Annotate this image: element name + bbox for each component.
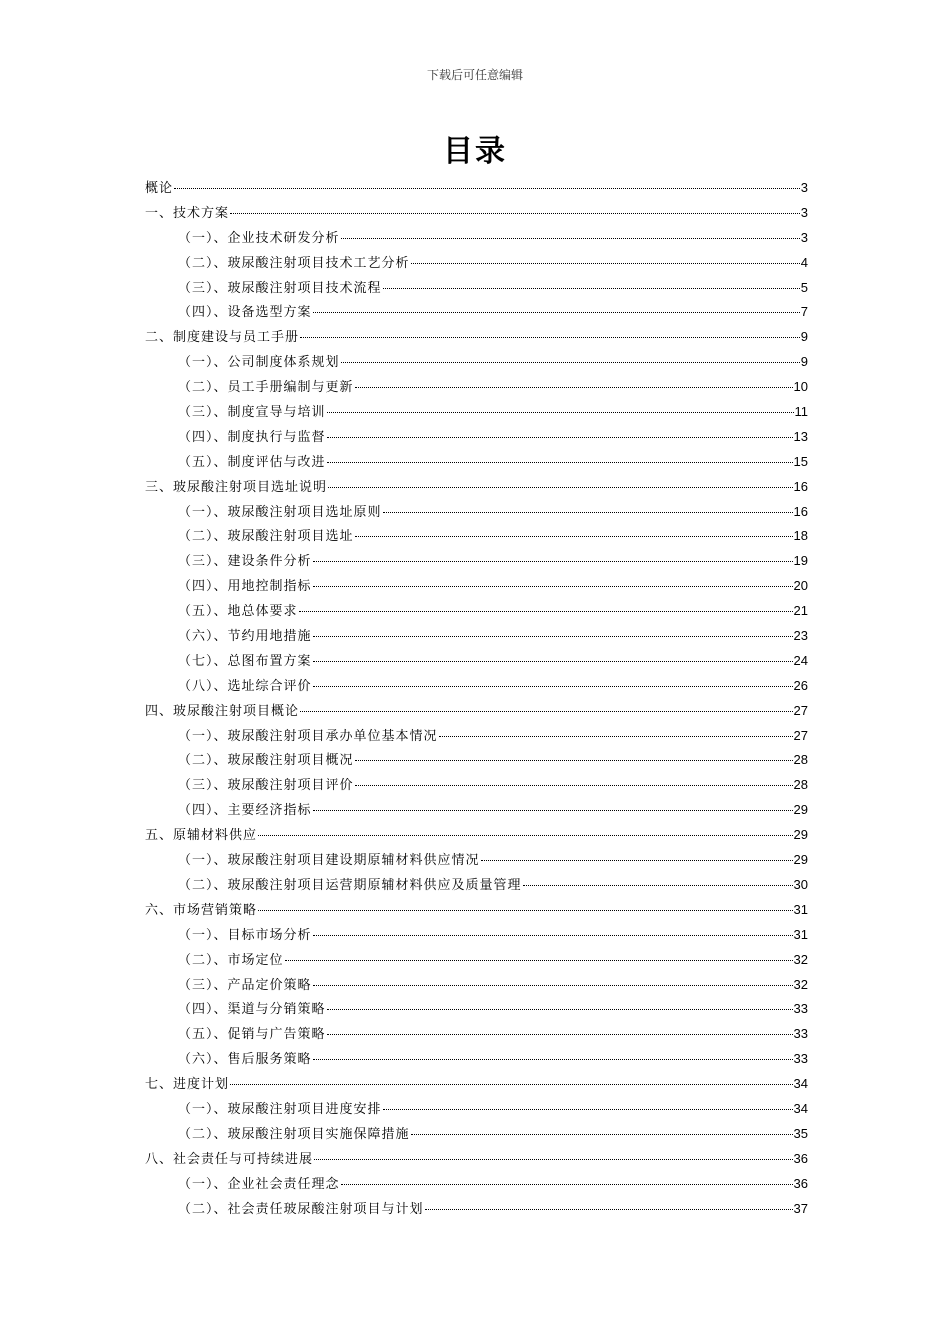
toc-page-number: 20 <box>793 578 808 594</box>
toc-entry-label: （三）、玻尿酸注射项目评价 <box>178 778 354 794</box>
toc-page-number: 16 <box>793 503 808 519</box>
toc-page-number: 15 <box>793 453 808 469</box>
toc-entry-label: （四）、用地控制指标 <box>178 579 312 595</box>
toc-page-number: 29 <box>793 852 808 868</box>
toc-entry-label: （一）、目标市场分析 <box>178 927 312 943</box>
toc-entry-label: （七）、总图布置方案 <box>178 653 312 669</box>
toc-entry-label: （四）、制度执行与监督 <box>178 429 326 445</box>
page-title: 目录 <box>443 134 507 169</box>
toc-page-number: 4 <box>800 254 808 270</box>
table-of-contents <box>145 176 808 1221</box>
toc-entry-label: （二）、市场定位 <box>178 952 284 968</box>
toc-dot-leader <box>439 736 793 737</box>
toc-page-number: 37 <box>793 1200 808 1216</box>
toc-entry-label: （一）、玻尿酸注射项目承办单位基本情况 <box>178 728 438 744</box>
toc-subentry[interactable] <box>145 251 808 276</box>
toc-page-number: 34 <box>793 1076 808 1092</box>
toc-entry-label: （四）、渠道与分销策略 <box>178 1002 326 1018</box>
toc-page-number: 16 <box>793 478 808 494</box>
toc-subentry[interactable] <box>145 973 808 998</box>
toc-subentry[interactable] <box>145 599 808 624</box>
toc-entry-label: （二）、员工手册编制与更新 <box>178 380 354 396</box>
toc-dot-leader <box>355 536 793 537</box>
toc-subentry[interactable] <box>145 948 808 973</box>
toc-dot-leader <box>327 1009 793 1010</box>
toc-entry[interactable] <box>145 1147 808 1172</box>
toc-entry-label: 八、社会责任与可持续进展 <box>145 1151 314 1167</box>
toc-entry-label: 一、技术方案 <box>145 205 230 221</box>
toc-dot-leader <box>341 1184 793 1185</box>
toc-entry-label: （一）、公司制度体系规划 <box>178 355 340 371</box>
toc-dot-leader <box>355 785 793 786</box>
toc-dot-leader <box>383 1109 793 1110</box>
toc-page-number: 31 <box>793 926 808 942</box>
toc-subentry[interactable] <box>145 524 808 549</box>
toc-entry-label: 六、市场营销策略 <box>145 902 258 918</box>
toc-subentry[interactable] <box>145 549 808 574</box>
toc-dot-leader <box>313 985 793 986</box>
toc-entry[interactable] <box>145 176 808 201</box>
toc-entry-label: （一）、玻尿酸注射项目建设期原辅材料供应情况 <box>178 853 480 869</box>
toc-entry-label: （四）、设备选型方案 <box>178 305 312 321</box>
toc-entry-label: 二、制度建设与员工手册 <box>145 330 300 346</box>
toc-subentry[interactable] <box>145 1097 808 1122</box>
toc-dot-leader <box>481 860 793 861</box>
toc-entry-label: 五、原辅材料供应 <box>145 828 258 844</box>
toc-entry-label: （五）、制度评估与改进 <box>178 454 326 470</box>
toc-entry-label: （三）、产品定价策略 <box>178 977 312 993</box>
toc-dot-leader <box>327 437 793 438</box>
toc-dot-leader <box>313 686 793 687</box>
toc-page-number: 34 <box>793 1100 808 1116</box>
toc-entry-label: （二）、社会责任玻尿酸注射项目与计划 <box>178 1201 424 1217</box>
toc-entry[interactable] <box>145 898 808 923</box>
toc-dot-leader <box>425 1209 793 1210</box>
toc-entry-label: （五）、促销与广告策略 <box>178 1027 326 1043</box>
toc-page-number: 31 <box>793 901 808 917</box>
toc-subentry[interactable] <box>145 649 808 674</box>
toc-page-number: 32 <box>793 951 808 967</box>
toc-entry[interactable] <box>145 325 808 350</box>
toc-entry-label: （八）、选址综合评价 <box>178 678 312 694</box>
toc-dot-leader <box>258 835 793 836</box>
toc-entry-label: （五）、地总体要求 <box>178 604 298 620</box>
toc-entry[interactable] <box>145 475 808 500</box>
toc-subentry[interactable] <box>145 226 808 251</box>
toc-entry[interactable] <box>145 823 808 848</box>
toc-subentry[interactable] <box>145 574 808 599</box>
toc-page-number: 13 <box>793 428 808 444</box>
toc-dot-leader <box>230 213 800 214</box>
toc-subentry[interactable] <box>145 276 808 301</box>
toc-dot-leader <box>328 487 793 488</box>
toc-page-number: 11 <box>794 404 808 420</box>
toc-subentry[interactable] <box>145 997 808 1022</box>
toc-subentry[interactable] <box>145 798 808 823</box>
toc-dot-leader <box>300 711 793 712</box>
toc-subentry[interactable] <box>145 748 808 773</box>
toc-dot-leader <box>300 337 800 338</box>
toc-dot-leader <box>327 462 793 463</box>
toc-subentry[interactable] <box>145 1022 808 1047</box>
toc-subentry[interactable] <box>145 300 808 325</box>
toc-page-number: 36 <box>793 1175 808 1191</box>
toc-page-number: 29 <box>793 802 808 818</box>
toc-page-number: 29 <box>793 827 808 843</box>
toc-subentry[interactable] <box>145 450 808 475</box>
toc-page-number: 18 <box>793 528 808 544</box>
toc-subentry[interactable] <box>145 1172 808 1197</box>
toc-subentry[interactable] <box>145 425 808 450</box>
toc-dot-leader <box>523 885 793 886</box>
toc-dot-leader <box>411 1134 793 1135</box>
toc-subentry[interactable] <box>145 1122 808 1147</box>
toc-subentry[interactable] <box>145 1047 808 1072</box>
toc-entry-label: （三）、建设条件分析 <box>178 554 312 570</box>
toc-entry[interactable] <box>145 201 808 226</box>
toc-dot-leader <box>313 586 793 587</box>
toc-entry-label: 七、进度计划 <box>145 1077 230 1093</box>
toc-page-number: 3 <box>800 204 808 220</box>
toc-page-number: 28 <box>793 752 808 768</box>
toc-dot-leader <box>313 636 793 637</box>
toc-entry-label: （三）、玻尿酸注射项目技术流程 <box>178 280 382 296</box>
toc-page-number: 35 <box>793 1125 808 1141</box>
toc-entry-label: （二）、玻尿酸注射项目运营期原辅材料供应及质量管理 <box>178 877 522 893</box>
toc-page-number: 9 <box>800 329 808 345</box>
toc-dot-leader <box>314 1159 793 1160</box>
toc-dot-leader <box>285 960 793 961</box>
toc-dot-leader <box>313 312 800 313</box>
toc-entry-label: （一）、企业技术研发分析 <box>178 230 340 246</box>
toc-entry-label: （六）、售后服务策略 <box>178 1052 312 1068</box>
toc-page-number: 27 <box>793 702 808 718</box>
toc-dot-leader <box>313 935 793 936</box>
toc-dot-leader <box>174 188 800 189</box>
toc-dot-leader <box>313 661 793 662</box>
toc-page-number: 36 <box>793 1150 808 1166</box>
toc-dot-leader <box>299 611 793 612</box>
toc-entry-label: （一）、玻尿酸注射项目选址原则 <box>178 504 382 520</box>
toc-dot-leader <box>327 412 794 413</box>
toc-entry-label: 四、玻尿酸注射项目概论 <box>145 703 300 719</box>
toc-subentry[interactable] <box>145 1197 808 1222</box>
toc-entry-label: 三、玻尿酸注射项目选址说明 <box>145 479 328 495</box>
toc-subentry[interactable] <box>145 923 808 948</box>
toc-subentry[interactable] <box>145 400 808 425</box>
toc-dot-leader <box>313 561 793 562</box>
toc-page-number: 26 <box>793 677 808 693</box>
toc-page-number: 30 <box>793 876 808 892</box>
toc-page-number: 3 <box>800 229 808 245</box>
toc-subentry[interactable] <box>145 624 808 649</box>
toc-dot-leader <box>327 1034 793 1035</box>
toc-entry-label: （二）、玻尿酸注射项目技术工艺分析 <box>178 255 410 271</box>
toc-dot-leader <box>355 760 793 761</box>
toc-page-number: 9 <box>800 354 808 370</box>
toc-dot-leader <box>230 1084 793 1085</box>
toc-entry-label: （二）、玻尿酸注射项目实施保障措施 <box>178 1126 410 1142</box>
toc-entry-label: （二）、玻尿酸注射项目选址 <box>178 529 354 545</box>
toc-page-number: 33 <box>793 1026 808 1042</box>
toc-page-number: 33 <box>793 1051 808 1067</box>
toc-subentry[interactable] <box>145 375 808 400</box>
toc-page-number: 32 <box>793 976 808 992</box>
toc-entry-label: 概论 <box>145 181 174 196</box>
toc-dot-leader <box>313 810 793 811</box>
toc-page-number: 7 <box>800 304 808 320</box>
toc-page-number: 5 <box>800 279 808 295</box>
toc-subentry[interactable] <box>145 500 808 525</box>
toc-entry-label: （六）、节约用地措施 <box>178 629 312 645</box>
toc-entry-label: （四）、主要经济指标 <box>178 803 312 819</box>
toc-dot-leader <box>383 512 793 513</box>
toc-dot-leader <box>258 910 793 911</box>
toc-page-number: 28 <box>793 777 808 793</box>
toc-dot-leader <box>341 238 800 239</box>
toc-entry-label: （一）、企业社会责任理念 <box>178 1176 340 1192</box>
toc-entry[interactable] <box>145 699 808 724</box>
toc-page-number: 23 <box>793 628 808 644</box>
toc-subentry[interactable] <box>145 848 808 873</box>
toc-dot-leader <box>341 362 800 363</box>
toc-subentry[interactable] <box>145 873 808 898</box>
toc-page-number: 27 <box>793 727 808 743</box>
toc-entry[interactable] <box>145 1072 808 1097</box>
toc-dot-leader <box>355 387 793 388</box>
toc-dot-leader <box>383 288 800 289</box>
toc-page-number: 3 <box>800 180 808 195</box>
toc-dot-leader <box>411 263 800 264</box>
toc-subentry[interactable] <box>145 350 808 375</box>
toc-subentry[interactable] <box>145 674 808 699</box>
toc-entry-label: （二）、玻尿酸注射项目概况 <box>178 753 354 769</box>
toc-page-number: 24 <box>793 652 808 668</box>
page-header-note: 下载后可任意编辑 <box>426 68 523 82</box>
toc-page-number: 10 <box>793 379 808 395</box>
toc-page-number: 33 <box>793 1001 808 1017</box>
toc-entry-label: （三）、制度宣导与培训 <box>178 405 326 421</box>
toc-entry-label: （一）、玻尿酸注射项目进度安排 <box>178 1101 382 1117</box>
toc-subentry[interactable] <box>145 724 808 749</box>
toc-page-number: 21 <box>793 603 808 619</box>
toc-page-number: 19 <box>793 553 808 569</box>
toc-dot-leader <box>313 1059 793 1060</box>
toc-subentry[interactable] <box>145 773 808 798</box>
